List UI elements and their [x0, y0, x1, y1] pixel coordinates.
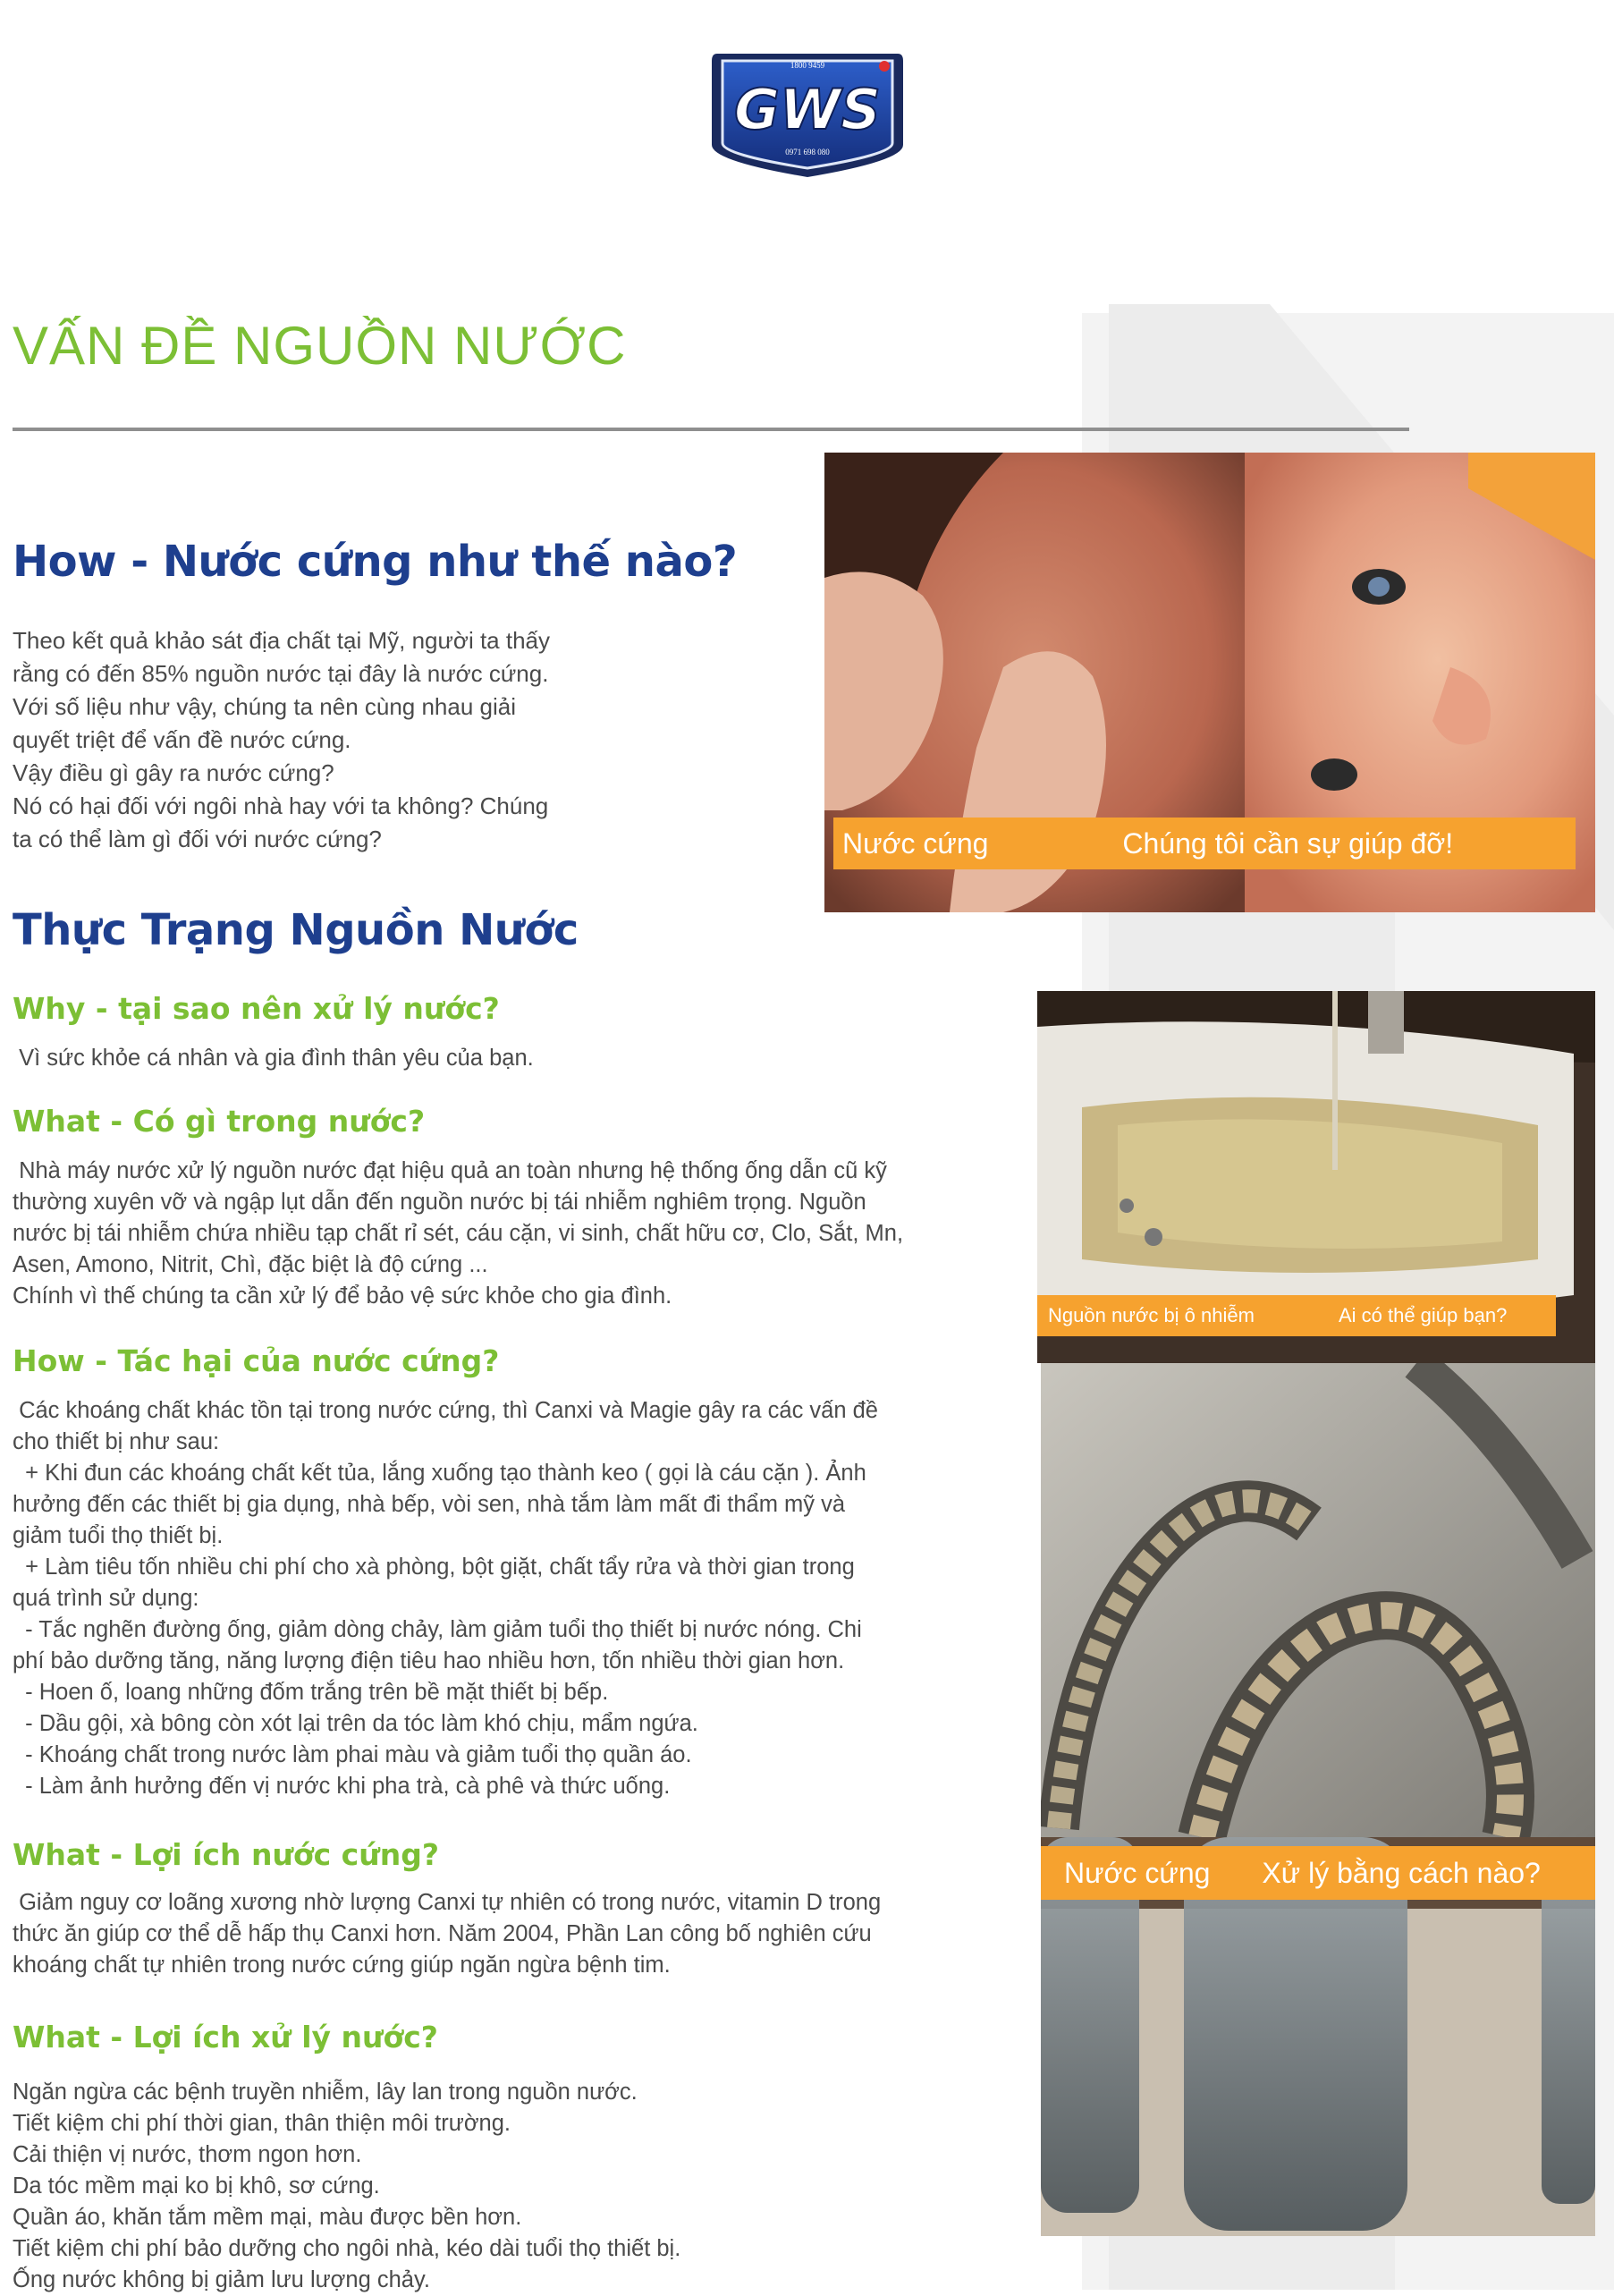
text-line: rằng có đến 85% nguồn nước tại đây là nước cứng. — [13, 660, 549, 687]
text-line: + Khi đun các khoáng chất kết tủa, lắng xuống tạo thành keo ( gọi là cáu cặn ). Ảnh — [13, 1461, 866, 1486]
section-heading-benefit-hard-water: What - Lợi ích nước cứng? — [13, 1837, 439, 1872]
text-line: thức ăn giúp cơ thể dễ hấp thụ Canxi hơn. Năm 2004, Phần Lan công bố nghiên cứu — [13, 1921, 872, 1946]
caption-right: Chúng tôi cần sự giúp đỡ! — [1122, 826, 1454, 860]
text-line: - Hoen ố, loang những đốm trắng trên bề mặt thiết bị bếp. — [13, 1680, 609, 1705]
text-line: nước bị tái nhiễm chứa nhiều tạp chất rỉ sét, cáu cặn, vi sinh, chất hữu cơ, Clo, Sắt, Mn, — [13, 1221, 904, 1246]
text-line: Nó có hại đối với ngôi nhà hay với ta không? Chúng — [13, 792, 549, 819]
text-line: - Tắc nghẽn đường ống, giảm dòng chảy, làm giảm tuổi thọ thiết bị nước nóng. Chi — [13, 1617, 862, 1642]
page-title: VẤN ĐỀ NGUỒN NƯỚC — [13, 316, 627, 376]
section-heading-benefit-treatment: What - Lợi ích xử lý nước? — [13, 2020, 438, 2055]
section-heading-harm: How - Tác hại của nước cứng? — [13, 1343, 500, 1378]
text-line: - Dầu gội, xà bông còn xót lại trên da tóc làm khó chịu, mẩm ngứa. — [13, 1711, 698, 1736]
section-heading-status: Thực Trạng Nguồn Nước — [13, 905, 579, 955]
text-line: Vì sức khỏe cá nhân và gia đình thân yêu của bạn. — [13, 1046, 534, 1071]
section-heading-why: Why - tại sao nên xử lý nước? — [13, 991, 500, 1026]
scaled-heater-photo — [1041, 1363, 1595, 2236]
text-line: thường xuyên vỡ và ngập lụt dẫn đến nguồn nước bị tái nhiễm nghiêm trọng. Nguồn — [13, 1190, 866, 1215]
text-line: cho thiết bị như sau: — [13, 1429, 220, 1454]
text-line: Ống nước không bị giảm lưu lượng chảy. — [13, 2267, 430, 2292]
text-line: Cải thiện vị nước, thơm ngon hơn. — [13, 2142, 362, 2167]
text-line: Vậy điều gì gây ra nước cứng? — [13, 759, 334, 786]
text-line: quá trình sử dụng: — [13, 1586, 199, 1611]
text-line: giảm tuổi thọ thiết bị. — [13, 1523, 224, 1548]
title-divider — [13, 428, 1409, 431]
harm-text — [13, 1395, 978, 1802]
text-line: Giảm nguy cơ loãng xương nhờ lượng Canxi tự nhiên có trong nước, vitamin D trong — [13, 1890, 882, 1915]
gws-logo — [706, 47, 908, 181]
text-line: Ngăn ngừa các bệnh truyền nhiễm, lây lan trong nguồn nước. — [13, 2080, 638, 2105]
text-line: ta có thể làm gì đối với nước cứng? — [13, 826, 382, 852]
caption-right: Xử lý bằng cách nào? — [1262, 1856, 1541, 1889]
text-line: + Làm tiêu tốn nhiều chi phí cho xà phòng, bột giặt, chất tẩy rửa và thời gian trong — [13, 1555, 855, 1580]
how-hard-water-text — [13, 624, 638, 856]
scaled-heater-image — [1041, 1363, 1595, 2236]
text-line: hưởng đến các thiết bị gia dụng, nhà bếp, vòi sen, nhà tắm làm mất đi thẩm mỹ và — [13, 1492, 846, 1517]
caption-right: Ai có thể giúp bạn? — [1338, 1304, 1508, 1326]
benefit-hard-water-text — [13, 1887, 978, 1981]
text-line: quyết triệt để vấn đề nước cứng. — [13, 726, 351, 753]
text-line: - Khoáng chất trong nước làm phai màu và giảm tuổi thọ quần áo. — [13, 1742, 692, 1767]
caption-left: Nước cứng — [842, 826, 989, 860]
text-line: Theo kết quả khảo sát địa chất tại Mỹ, người ta thấy — [13, 627, 551, 654]
bathtub-photo-caption — [1037, 1295, 1556, 1336]
dirty-bathtub-photo — [1037, 991, 1595, 1363]
text-line: Quần áo, khăn tắm mềm mại, màu được bền hơn. — [13, 2205, 522, 2230]
text-line: Với số liệu như vậy, chúng ta nên cùng nhau giải — [13, 693, 517, 720]
text-line: Nhà máy nước xử lý nguồn nước đạt hiệu quả an toàn nhưng hệ thống ống dẫn cũ kỹ — [13, 1158, 887, 1183]
text-line: - Làm ảnh hưởng đến vị nước khi pha trà, cà phê và thức uống. — [13, 1774, 671, 1799]
text-line: khoáng chất tự nhiên trong nước cứng giúp ngăn ngừa bệnh tim. — [13, 1953, 671, 1978]
heater-photo-caption — [1041, 1846, 1595, 1900]
caption-left: Nguồn nước bị ô nhiễm — [1048, 1304, 1255, 1326]
text-line: Da tóc mềm mại ko bị khô, sơ cứng. — [13, 2173, 380, 2199]
section-heading-what-in-water: What - Có gì trong nước? — [13, 1104, 426, 1139]
logo-text: GWS — [734, 77, 881, 142]
what-in-water-text — [13, 1156, 978, 1312]
skin-irritation-photo — [824, 453, 1595, 912]
text-line: phí bảo dưỡng tăng, năng lượng điện tiêu hao nhiều hơn, tốn nhiều thời gian hơn. — [13, 1648, 845, 1673]
why-text — [13, 1043, 978, 1074]
skin-photo-caption — [833, 818, 1576, 869]
benefit-treatment-text — [13, 2077, 978, 2296]
text-line: Các khoáng chất khác tồn tại trong nước cứng, thì Canxi và Magie gây ra các vấn đề — [13, 1398, 878, 1423]
caption-left: Nước cứng — [1064, 1856, 1211, 1889]
text-line: Asen, Amono, Nitrit, Chì, đặc biệt là độ cứng ... — [13, 1252, 488, 1277]
text-line: Tiết kiệm chi phí thời gian, thân thiện môi trường. — [13, 2111, 511, 2136]
section-heading-how-hard-water: How - Nước cứng như thế nào? — [13, 537, 738, 587]
text-line: Chính vì thế chúng ta cần xử lý để bảo vệ sức khỏe cho gia đình. — [13, 1284, 672, 1309]
logo-phone-top: 1800 9459 — [790, 61, 825, 70]
logo-phone-bottom: 0971 698 080 — [785, 148, 830, 157]
text-line: Tiết kiệm chi phí bảo dưỡng cho ngôi nhà, kéo dài tuổi thọ thiết bị. — [13, 2236, 681, 2261]
